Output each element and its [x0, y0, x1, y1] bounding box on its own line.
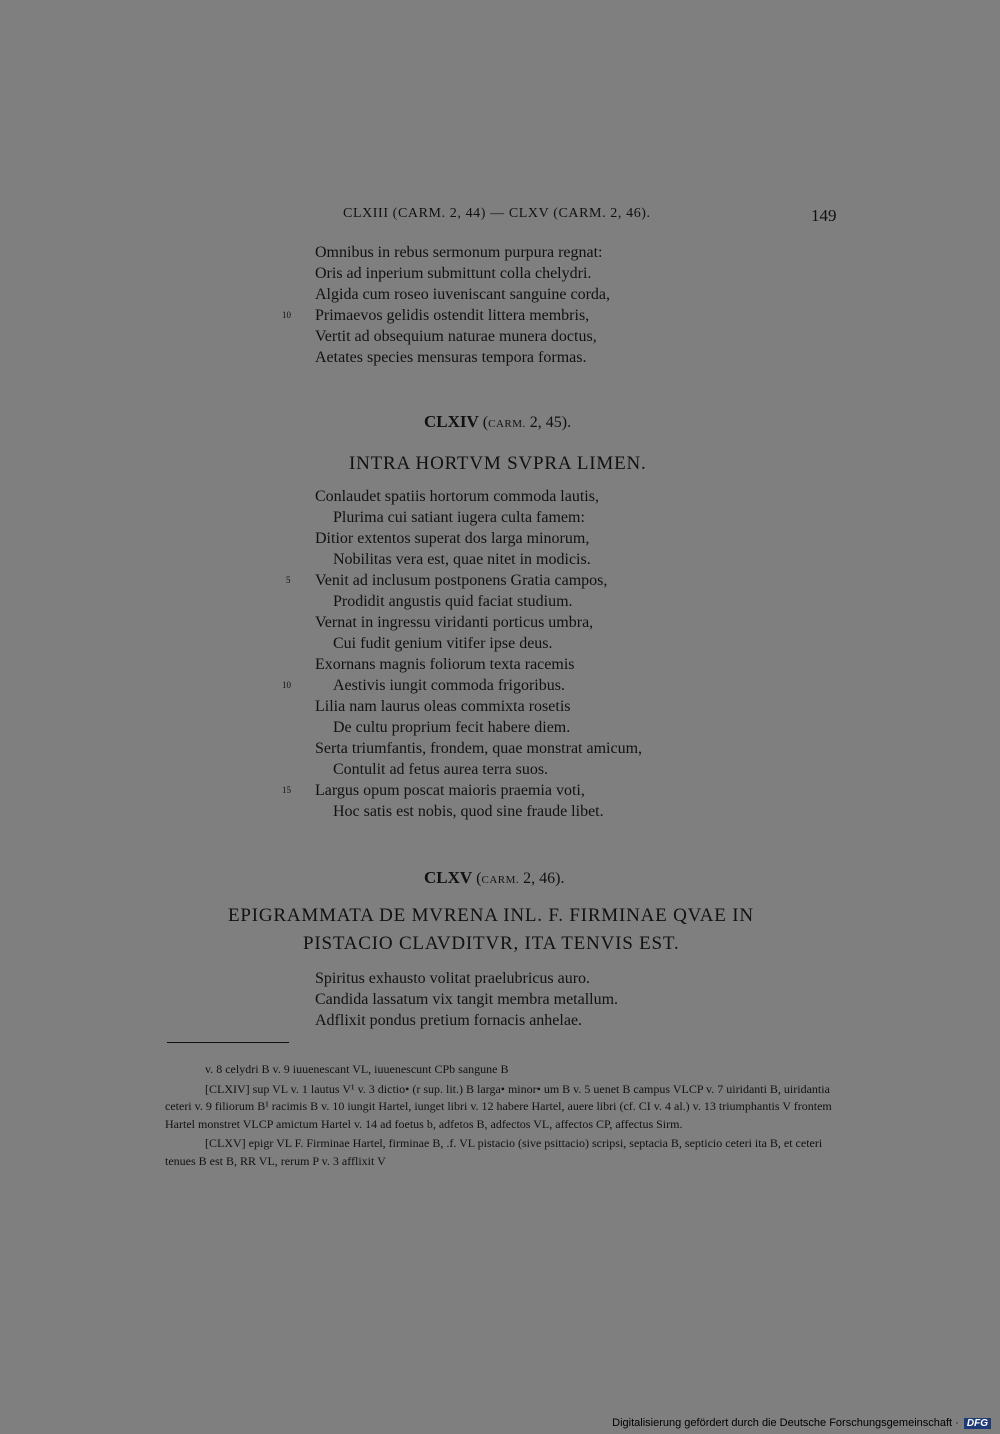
section-heading-164: CLXIV (CARM. 2, 45).: [424, 412, 572, 431]
carm-ref: 2, 45).: [529, 414, 572, 431]
dfg-logo: DFG: [964, 1418, 991, 1429]
poem-title-line-1: EPIGRAMMATA DE MVRENA INL. F. FIRMINAE QVAE IN: [228, 905, 754, 926]
verse-line: Algida cum roseo iuveniscant sanguine corda,: [315, 286, 611, 303]
line-number: 10: [282, 310, 291, 320]
verse-line: Prodidit angustis quid faciat studium.: [333, 593, 573, 610]
verse-line: Adflixit pondus pretium fornacis anhelae.: [315, 1012, 583, 1029]
poem163-verse: [315, 242, 610, 368]
verse-line: Conlaudet spatiis hortorum commoda lautis,: [315, 488, 599, 505]
critical-apparatus: [165, 1059, 837, 1170]
section-numeral: CLXV: [424, 868, 473, 887]
page-number: 149: [811, 206, 837, 225]
verse-line: De cultu proprium fecit habere diem.: [333, 719, 571, 736]
verse-line: Oris ad inperium submittunt colla chelydri.: [315, 265, 592, 282]
section-heading-165: CLXV (CARM. 2, 46).: [424, 868, 565, 887]
carm-ref: 2, 46).: [523, 870, 565, 887]
verse-line: Venit ad inclusum postponens Gratia campos,: [315, 572, 608, 589]
verse-line: Omnibus in rebus sermonum purpura regnat:: [315, 244, 603, 261]
verse-line: Serta triumfantis, frondem, quae monstrat amicum,: [315, 740, 643, 757]
poem-title-line-2: PISTACIO CLAVDITVR, ITA TENVIS EST.: [303, 933, 680, 954]
verse-line: Largus opum poscat maioris praemia voti,: [315, 782, 585, 799]
carm-label: CARM.: [481, 874, 520, 886]
verse-line: Cui fudit genium vitifer ipse deus.: [333, 635, 553, 652]
poem-title: INTRA HORTVM SVPRA LIMEN.: [349, 453, 647, 474]
digitization-credit: [612, 1417, 991, 1429]
verse-line: Contulit ad fetus aurea terra suos.: [333, 761, 549, 778]
verse-line: Aestivis iungit commoda frigoribus.: [333, 677, 565, 694]
verse-line: Spiritus exhausto volitat praelubricus auro.: [315, 970, 591, 987]
footnote-rule: [167, 1042, 289, 1043]
apparatus-note: [CLXV] epigr VL F. Firminae Hartel, firminae B, .f. VL pistacio (sive psittacio) scripsi, septacia B, septicio ceteri ita B, et ceteri tenues B est B, RR VL, rerum P v. 3 afflixit V: [165, 1136, 823, 1168]
credit-text: Digitalisierung gefördert durch die Deutsche Forschungsgemeinschaft ·: [612, 1417, 959, 1429]
poem164-verse: [315, 486, 642, 822]
line-number: 15: [282, 785, 291, 795]
running-head: CLXIII (CARM. 2, 44) — CLXV (CARM. 2, 46).: [343, 206, 651, 221]
apparatus-note: v. 8 celydri B v. 9 iuuenescant VL, iuuenescunt CPb sangune B: [205, 1062, 509, 1076]
verse-line: Ditior extentos superat dos larga minorum,: [315, 530, 590, 547]
verse-line: Aetates species mensuras tempora formas.: [315, 349, 587, 366]
line-number: 10: [282, 680, 291, 690]
verse-line: Exornans magnis foliorum texta racemis: [315, 656, 575, 673]
verse-line: Hoc satis est nobis, quod sine fraude libet.: [333, 803, 604, 820]
carm-label: CARM.: [488, 418, 526, 430]
verse-line: Primaevos gelidis ostendit littera membris,: [315, 307, 590, 324]
apparatus-note: [CLXIV] sup VL v. 1 lautus V¹ v. 3 dictio• (r sup. lit.) B larga• minor• um B v. 5 uenet B campus VLCP v. 7 uiridanti B, uiridantia ceteri v. 9 filiorum B¹ racimis B v. 10 iungit Hartel, iunget libri v. 12 habere Hartel, auere libri (cf. CI v. 4 al.) v. 13 triumphantis V frontem Hartel monstret VLCP amictum Hartel v. 14 ad foetus b, adfetos B, adfectos VL, affectos CP, affectus Sirm.: [165, 1081, 832, 1131]
line-number: 5: [286, 575, 291, 585]
verse-line: Plurima cui satiant iugera culta famem:: [333, 509, 585, 526]
verse-line: Nobilitas vera est, quae nitet in modicis.: [333, 551, 591, 568]
poem165-verse: [315, 968, 618, 1031]
section-numeral: CLXIV: [424, 412, 479, 431]
verse-line: Vernat in ingressu viridanti porticus umbra,: [315, 614, 594, 631]
verse-line: Lilia nam laurus oleas commixta rosetis: [315, 698, 571, 715]
verse-line: Candida lassatum vix tangit membra metallum.: [315, 991, 619, 1008]
verse-line: Vertit ad obsequium naturae munera doctus,: [315, 328, 597, 345]
